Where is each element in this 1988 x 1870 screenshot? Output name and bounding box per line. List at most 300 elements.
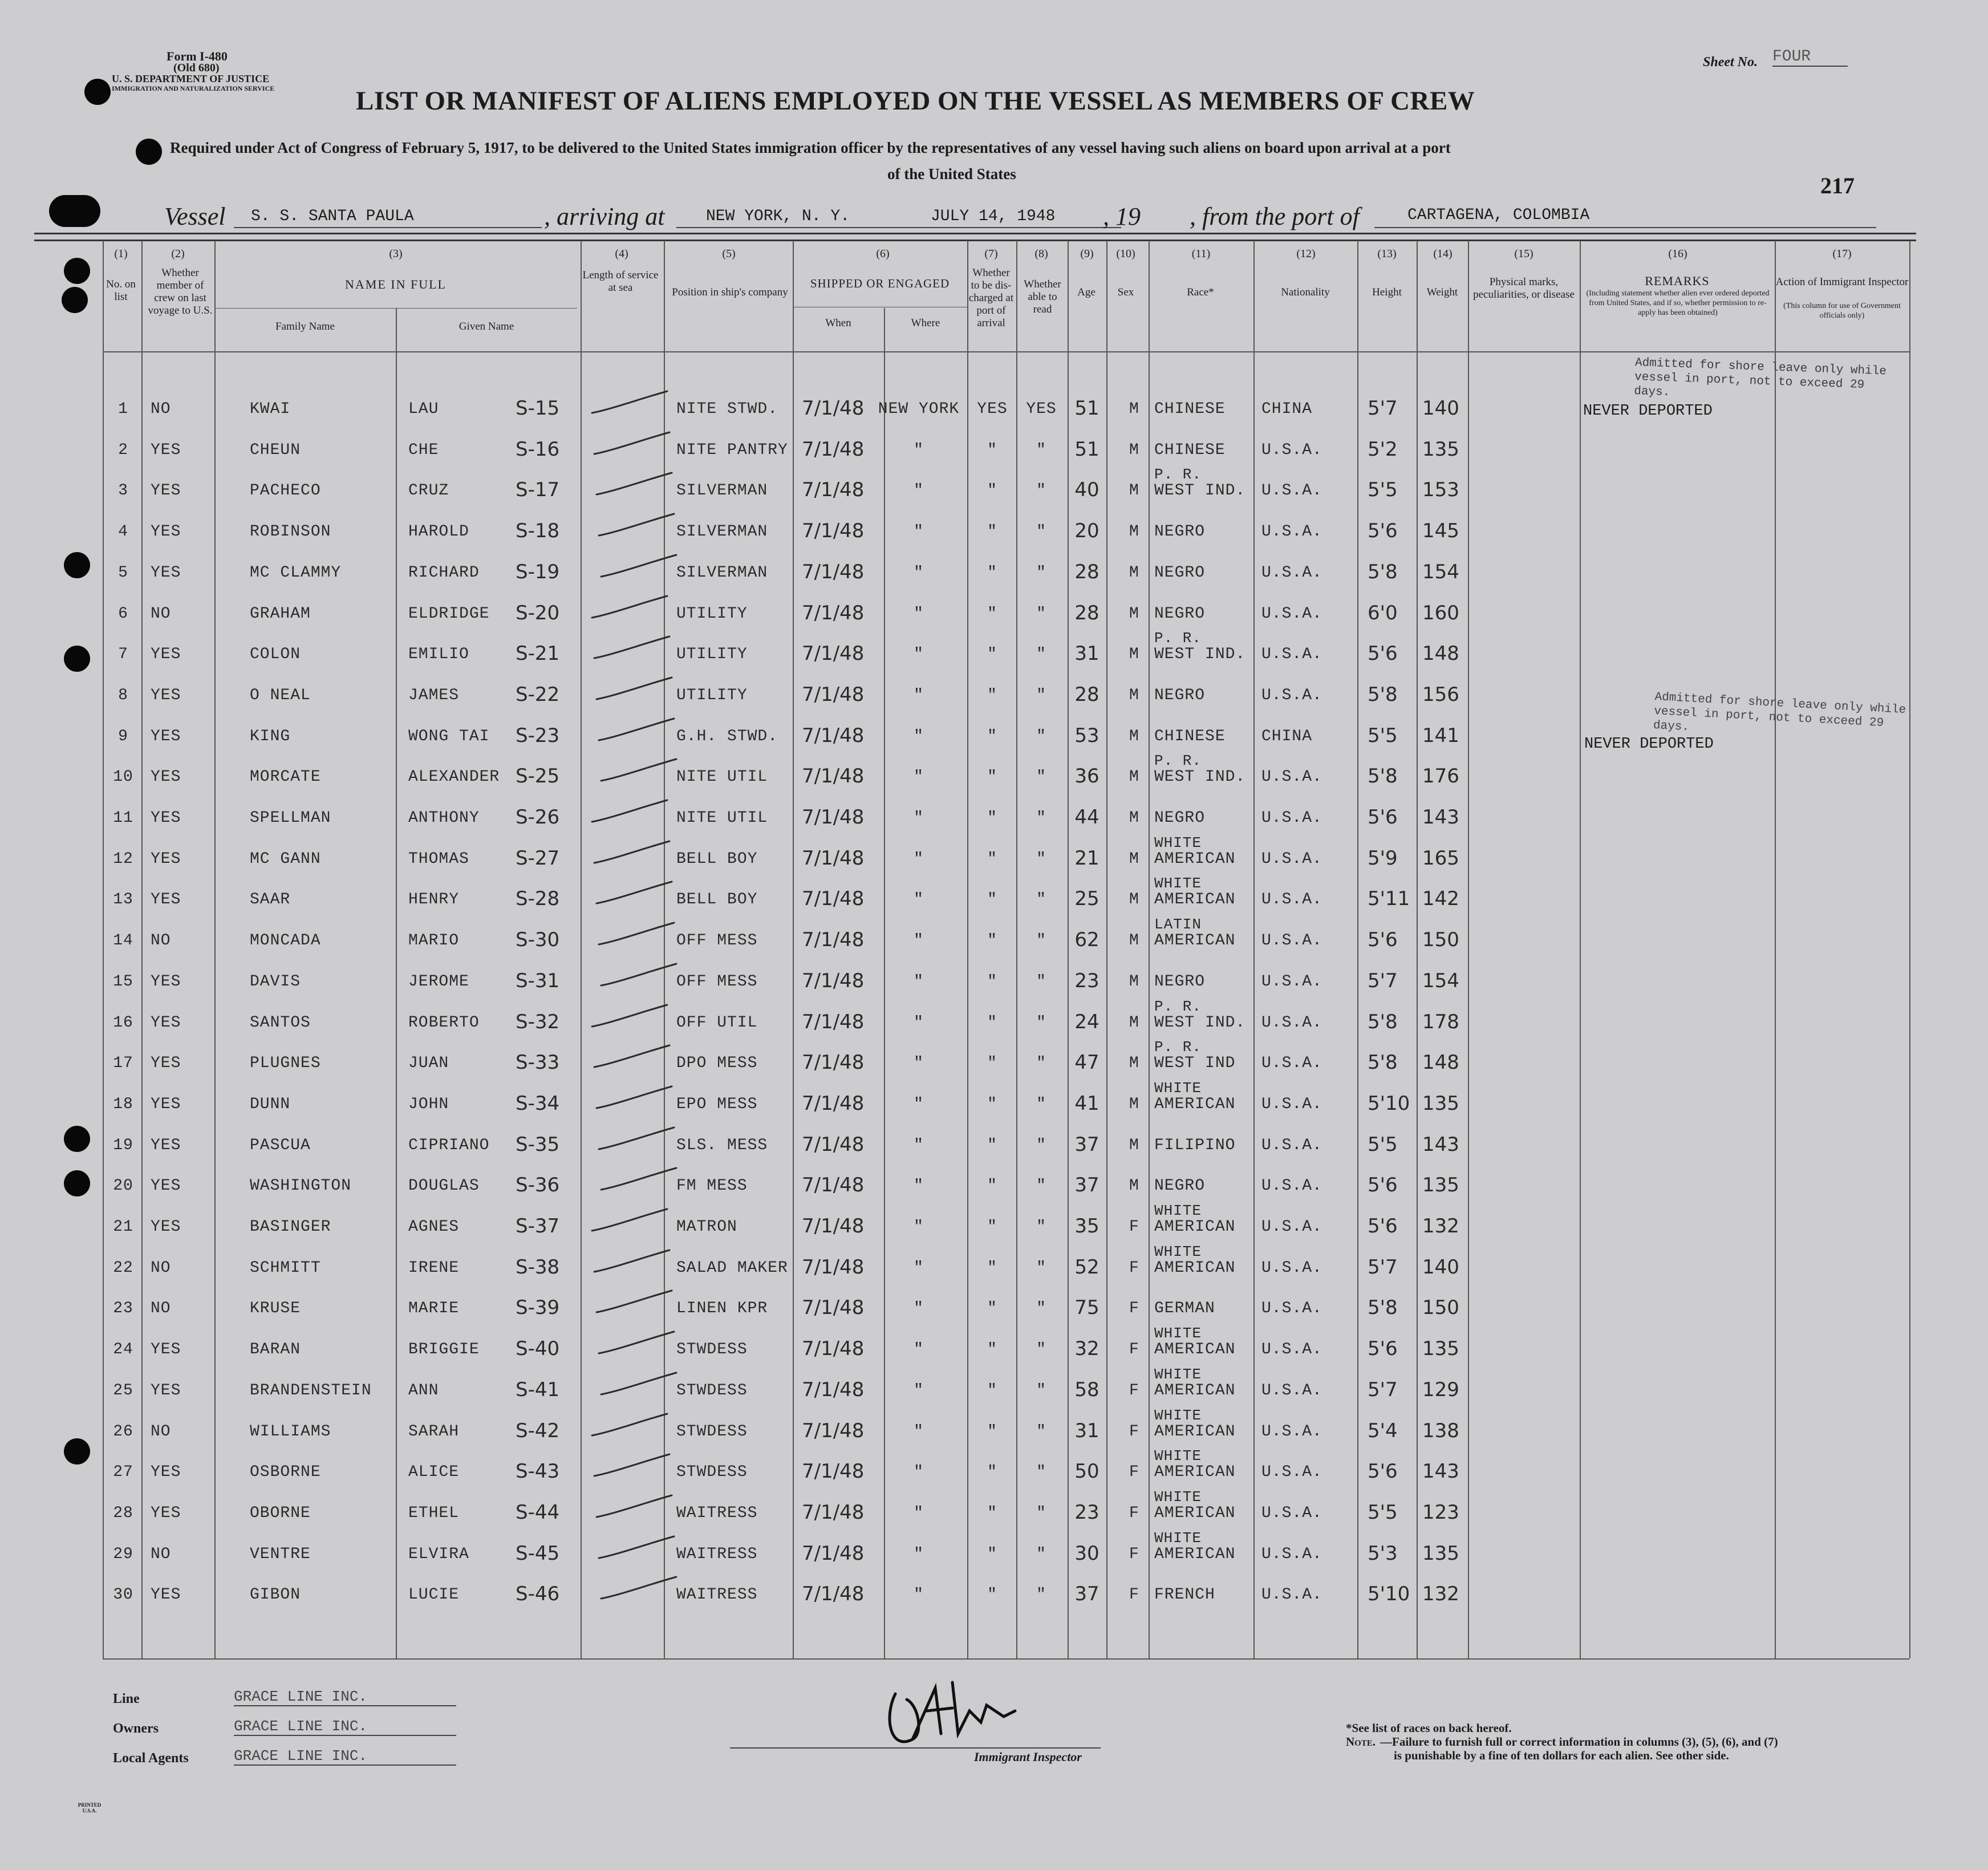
to-be-discharged: " [987, 891, 997, 909]
race: WEST IND. [1154, 768, 1246, 786]
age: 51 [1074, 437, 1100, 461]
service-tick-mark [597, 550, 682, 585]
vessel-name: S. S. SANTA PAULA [251, 208, 414, 225]
able-to-read: " [1036, 1218, 1046, 1236]
height: 5'6 [1368, 520, 1398, 543]
service-name: IMMIGRATION AND NATURALIZATION SERVICE [112, 84, 275, 92]
height: 5'5 [1368, 1500, 1398, 1524]
able-to-read: " [1036, 523, 1046, 541]
age: 75 [1074, 1296, 1100, 1320]
shipped-place: " [914, 809, 924, 827]
nationality: U.S.A. [1261, 605, 1322, 623]
to-be-discharged: " [987, 523, 997, 541]
member-last-voyage: NO [151, 1422, 171, 1441]
sex: F [1129, 1504, 1139, 1522]
sex: F [1129, 1300, 1139, 1318]
family-name: SANTOS [250, 1013, 311, 1032]
crew-code: S-19 [516, 560, 560, 583]
table-rule [214, 241, 216, 1658]
row-number: 30 [113, 1586, 133, 1604]
ship-position: NITE UTIL [676, 809, 768, 827]
height: 5'11 [1368, 887, 1410, 911]
crew-code: S-46 [516, 1583, 560, 1606]
service-tick-mark [594, 509, 680, 543]
to-be-discharged: " [987, 686, 997, 704]
able-to-read: " [1036, 441, 1046, 459]
shipped-place: " [914, 605, 924, 623]
height: 5'3 [1368, 1542, 1398, 1565]
shipped-place: " [914, 1095, 924, 1113]
vessel-label: Vessel [164, 202, 226, 230]
service-tick-mark [587, 1204, 673, 1239]
header-when: When [825, 317, 851, 329]
page-subtitle-cont: of the United States [887, 165, 1016, 182]
race: NEGRO [1154, 809, 1206, 827]
to-be-discharged: " [987, 1463, 997, 1482]
header-where: Where [911, 317, 940, 329]
nationality: U.S.A. [1261, 891, 1322, 909]
crew-code: S-20 [516, 601, 560, 624]
age: 41 [1074, 1092, 1100, 1115]
race: AMERICAN [1154, 1504, 1236, 1522]
ship-position: FM MESS [676, 1177, 748, 1195]
crew-code: S-32 [516, 1010, 560, 1033]
able-to-read: " [1036, 646, 1046, 664]
shipped-date: 7/1/48 [802, 1051, 865, 1074]
shipped-date: 7/1/48 [802, 1378, 865, 1401]
printed-mark: PRINTED U.S.A. [78, 1802, 102, 1814]
header-shipped: SHIPPED OR ENGAGED [810, 277, 950, 290]
member-last-voyage: YES [151, 768, 181, 786]
age: 40 [1074, 478, 1100, 502]
agents-value: GRACE LINE INC. [234, 1747, 456, 1766]
ship-position: WAITRESS [676, 1586, 758, 1604]
age: 37 [1074, 1133, 1100, 1156]
member-last-voyage: YES [151, 523, 181, 541]
sex: M [1129, 1177, 1139, 1195]
member-last-voyage: YES [151, 1504, 181, 1522]
shipped-place: " [914, 1422, 924, 1441]
shipped-date: 7/1/48 [802, 928, 865, 952]
race: AMERICAN [1154, 1341, 1236, 1359]
given-name: HENRY [408, 891, 460, 909]
ship-position: NITE UTIL [676, 768, 768, 786]
ship-position: UTILITY [676, 686, 748, 704]
height: 6'0 [1368, 601, 1398, 624]
family-name: KWAI [250, 400, 291, 418]
page-stamp-number: 217 [1820, 173, 1855, 198]
service-tick-mark [597, 1163, 682, 1198]
given-name: MARIO [408, 932, 460, 950]
to-be-discharged: " [987, 1218, 997, 1236]
sex: F [1129, 1218, 1139, 1236]
given-name: HAROLD [408, 523, 469, 541]
height: 5'9 [1368, 846, 1398, 870]
ship-position: SALAD MAKER [676, 1259, 788, 1277]
table-rule [1106, 241, 1107, 1658]
crew-code: S-34 [516, 1092, 560, 1115]
sex: M [1129, 646, 1139, 664]
sheet-label: Sheet No. [1703, 55, 1758, 70]
header-position: Position in ship's company [672, 286, 788, 298]
family-name: SPELLMAN [250, 809, 331, 827]
to-be-discharged: " [987, 850, 997, 868]
to-be-discharged: " [987, 932, 997, 950]
sex: M [1129, 1054, 1139, 1073]
age: 50 [1074, 1460, 1100, 1483]
race-prefix: WHITE [1154, 1202, 1202, 1219]
sex: F [1129, 1463, 1139, 1482]
able-to-read: " [1036, 850, 1046, 868]
nationality: U.S.A. [1261, 563, 1322, 582]
age: 20 [1074, 520, 1100, 543]
height: 5'7 [1368, 1378, 1398, 1401]
sex: M [1129, 686, 1139, 704]
to-be-discharged: " [987, 1586, 997, 1604]
member-last-voyage: YES [151, 482, 181, 500]
able-to-read: " [1036, 1504, 1046, 1522]
given-name: THOMAS [408, 850, 469, 868]
age: 30 [1074, 1542, 1100, 1565]
able-to-read: " [1036, 1095, 1046, 1113]
given-name: LUCIE [408, 1586, 460, 1604]
table-rule [1149, 241, 1150, 1658]
nationality: U.S.A. [1261, 1341, 1322, 1359]
ship-position: SILVERMAN [676, 523, 768, 541]
row-number: 14 [113, 932, 133, 950]
crew-code: S-33 [516, 1051, 560, 1074]
agents-label: Local Agents [113, 1751, 189, 1766]
ship-position: BELL BOY [676, 891, 758, 909]
given-name: DOUGLAS [408, 1177, 480, 1195]
weight: 153 [1422, 478, 1459, 502]
shipped-date: 7/1/48 [802, 642, 865, 666]
member-last-voyage: NO [151, 605, 171, 623]
line-label: Line [113, 1691, 140, 1706]
row-number: 11 [113, 809, 133, 827]
family-name: OBORNE [250, 1504, 311, 1522]
race-prefix: WHITE [1154, 1529, 1202, 1547]
shipped-date: 7/1/48 [802, 1583, 865, 1606]
service-tick-mark [590, 1450, 675, 1484]
race: NEGRO [1154, 605, 1206, 623]
row-number: 8 [118, 686, 128, 704]
height: 5'6 [1368, 1460, 1398, 1483]
race: AMERICAN [1154, 1381, 1236, 1400]
to-be-discharged: " [987, 646, 997, 664]
row-number: 24 [113, 1341, 133, 1359]
to-be-discharged: YES [977, 400, 1008, 418]
form-old-number: (Old 680) [173, 62, 220, 74]
height: 5'10 [1368, 1092, 1410, 1115]
ship-position: STWDESS [676, 1422, 748, 1441]
height: 5'5 [1368, 724, 1398, 747]
to-be-discharged: " [987, 1054, 997, 1073]
sex: F [1129, 1341, 1139, 1359]
row-number: 3 [118, 482, 128, 500]
nationality: U.S.A. [1261, 768, 1322, 786]
service-tick-mark [590, 428, 675, 462]
shipped-place: " [914, 563, 924, 582]
shipped-date: 7/1/48 [802, 397, 865, 420]
age: 47 [1074, 1051, 1100, 1074]
ship-position: SILVERMAN [676, 563, 768, 582]
service-tick-mark [597, 959, 682, 993]
column-number: (17) [1832, 248, 1852, 260]
service-tick-mark [590, 1246, 675, 1280]
height: 5'8 [1368, 765, 1398, 788]
ship-position: NITE PANTRY [676, 441, 788, 459]
page-subtitle: Required under Act of Congress of February 5, 1917, to be delivered to the United States immigration officer by the representatives of any vessel having such aliens on board upon arrival at a port [170, 139, 1451, 156]
age: 58 [1074, 1378, 1100, 1401]
member-last-voyage: YES [151, 850, 181, 868]
sex: F [1129, 1381, 1139, 1400]
member-last-voyage: YES [151, 972, 181, 991]
able-to-read: " [1036, 1463, 1046, 1482]
nationality: U.S.A. [1261, 1463, 1322, 1482]
able-to-read: " [1036, 727, 1046, 745]
shipped-place: " [914, 1381, 924, 1400]
sex: M [1129, 441, 1139, 459]
weight: 145 [1422, 520, 1459, 543]
crew-code: S-17 [516, 478, 560, 502]
to-be-discharged: " [987, 727, 997, 745]
row-number: 15 [113, 972, 133, 991]
family-name: PLUGNES [250, 1054, 321, 1073]
given-name: ALICE [408, 1463, 460, 1482]
family-name: VENTRE [250, 1545, 311, 1563]
crew-code: S-38 [516, 1255, 560, 1279]
crew-code: S-31 [516, 969, 560, 992]
nationality: U.S.A. [1261, 1504, 1322, 1522]
shipped-date: 7/1/48 [802, 560, 865, 583]
shipped-date: 7/1/48 [802, 1133, 865, 1156]
ship-position: STWDESS [676, 1463, 748, 1482]
weight: 135 [1422, 1092, 1459, 1115]
shipped-place: " [914, 1054, 924, 1073]
weight: 148 [1422, 1051, 1459, 1074]
race: FRENCH [1154, 1586, 1215, 1604]
given-name: ALEXANDER [408, 768, 500, 786]
sex: M [1129, 1095, 1139, 1113]
service-tick-mark [587, 387, 673, 421]
header-given-name: Given Name [459, 321, 514, 332]
age: 53 [1074, 724, 1100, 747]
page-title: LIST OR MANIFEST OF ALIENS EMPLOYED ON THE VESSEL AS MEMBERS OF CREW [356, 86, 1475, 116]
race-prefix: P. R. [1154, 630, 1202, 647]
table-rule [1909, 241, 1910, 1658]
height: 5'6 [1368, 1337, 1398, 1361]
weight: 129 [1422, 1378, 1459, 1401]
row-number: 10 [113, 768, 133, 786]
nationality: U.S.A. [1261, 1300, 1322, 1318]
crew-code: S-43 [516, 1460, 560, 1483]
shipped-place: " [914, 1259, 924, 1277]
to-be-discharged: " [987, 1381, 997, 1400]
able-to-read: " [1036, 1259, 1046, 1277]
header-family-name: Family Name [275, 321, 335, 332]
weight: 176 [1422, 765, 1459, 788]
age: 31 [1074, 1419, 1100, 1442]
weight: 150 [1422, 928, 1459, 952]
to-be-discharged: " [987, 1504, 997, 1522]
race: NEGRO [1154, 972, 1206, 991]
able-to-read: " [1036, 686, 1046, 704]
member-last-voyage: YES [151, 1177, 181, 1195]
able-to-read: " [1036, 932, 1046, 950]
crew-code: S-26 [516, 806, 560, 829]
row-number: 25 [113, 1381, 133, 1400]
family-name: GIBON [250, 1586, 301, 1604]
shipped-date: 7/1/48 [802, 1092, 865, 1115]
race: WEST IND. [1154, 646, 1246, 664]
crew-code: S-40 [516, 1337, 560, 1361]
service-tick-mark [592, 468, 677, 502]
header-sex: Sex [1117, 286, 1134, 298]
header-no-on-list: No. on list [106, 278, 136, 303]
given-name: JEROME [408, 972, 469, 991]
table-rule [396, 308, 397, 1658]
height: 5'6 [1368, 1174, 1398, 1197]
crew-code: S-35 [516, 1133, 560, 1156]
service-tick-mark [597, 1368, 682, 1402]
row-number: 22 [113, 1259, 133, 1277]
service-tick-mark [594, 1123, 680, 1157]
shipped-date: 7/1/48 [802, 1337, 865, 1361]
header-nationality: Nationality [1281, 286, 1330, 298]
family-name: OSBORNE [250, 1463, 321, 1482]
shipped-date: 7/1/48 [802, 1010, 865, 1033]
crew-code: S-39 [516, 1296, 560, 1320]
race-prefix: WHITE [1154, 1406, 1202, 1424]
weight: 140 [1422, 397, 1459, 420]
header-able-read: Whether able to read [1024, 278, 1061, 315]
family-name: COLON [250, 646, 301, 664]
race-prefix: LATIN [1154, 916, 1202, 934]
sex: M [1129, 891, 1139, 909]
given-name: LAU [408, 400, 439, 418]
nationality: U.S.A. [1261, 1586, 1322, 1604]
to-be-discharged: " [987, 1095, 997, 1113]
race: CHINESE [1154, 441, 1226, 459]
member-last-voyage: NO [151, 400, 171, 418]
to-be-discharged: " [987, 1177, 997, 1195]
weight: 148 [1422, 642, 1459, 666]
shipped-date: 7/1/48 [802, 765, 865, 788]
races-note: *See list of races on back hereof. [1346, 1721, 1512, 1735]
fine-note: —Failure to furnish full or correct information in columns (3), (5), (6), and (7) [1380, 1735, 1778, 1749]
header-race: Race* [1187, 286, 1214, 298]
nationality: U.S.A. [1261, 1054, 1322, 1073]
able-to-read: " [1036, 563, 1046, 582]
arrival-port: NEW YORK, N. Y. [706, 208, 850, 225]
owners-label: Owners [113, 1721, 159, 1736]
shore-leave-stamp: Admitted for shore leave only while vessel in port, not to exceed 29 days. [1653, 691, 1906, 735]
given-name: ANTHONY [408, 809, 480, 827]
given-name: MARIE [408, 1300, 460, 1318]
able-to-read: " [1036, 1300, 1046, 1318]
ship-position: DPO MESS [676, 1054, 758, 1073]
given-name: JUAN [408, 1054, 449, 1073]
weight: 135 [1422, 437, 1459, 461]
fine-note-cont: is punishable by a fine of ten dollars for each alien. See other side. [1394, 1749, 1729, 1762]
able-to-read: " [1036, 1422, 1046, 1441]
row-number: 27 [113, 1463, 133, 1482]
shipped-place: " [914, 891, 924, 909]
service-tick-mark [597, 755, 682, 789]
age: 37 [1074, 1583, 1100, 1606]
race: NEGRO [1154, 523, 1206, 541]
race: WEST IND. [1154, 482, 1246, 500]
header-name-in-full: NAME IN FULL [345, 277, 447, 291]
given-name: ROBERTO [408, 1013, 480, 1032]
height: 5'6 [1368, 928, 1398, 952]
to-be-discharged: " [987, 605, 997, 623]
race: CHINESE [1154, 400, 1226, 418]
shipped-date: 7/1/48 [802, 1174, 865, 1197]
shipped-place: " [914, 1341, 924, 1359]
race: NEGRO [1154, 1177, 1206, 1195]
ship-position: WAITRESS [676, 1545, 758, 1563]
given-name: EMILIO [408, 646, 469, 664]
nationality: U.S.A. [1261, 523, 1322, 541]
weight: 154 [1422, 969, 1459, 992]
member-last-voyage: NO [151, 1545, 171, 1563]
race: NEGRO [1154, 563, 1206, 582]
sex: F [1129, 1545, 1139, 1563]
service-tick-mark [594, 1327, 680, 1361]
race: AMERICAN [1154, 1095, 1236, 1113]
to-be-discharged: " [987, 1300, 997, 1318]
shipped-date: 7/1/48 [802, 478, 865, 502]
race-prefix: WHITE [1154, 1488, 1202, 1506]
sex: F [1129, 1586, 1139, 1604]
ship-position: STWDESS [676, 1341, 748, 1359]
to-be-discharged: " [987, 809, 997, 827]
member-last-voyage: YES [151, 891, 181, 909]
header-discharged: Whether to be dis-charged at port of arrival [968, 267, 1014, 329]
given-name: CIPRIANO [408, 1136, 490, 1154]
table-rule [103, 351, 1909, 352]
header-weight: Weight [1426, 286, 1458, 298]
weight: 135 [1422, 1337, 1459, 1361]
ship-position: STWDESS [676, 1381, 748, 1400]
member-last-voyage: NO [151, 1259, 171, 1277]
never-deported-note: NEVER DEPORTED [1583, 403, 1713, 420]
race-prefix: P. R. [1154, 466, 1202, 484]
age: 24 [1074, 1010, 1100, 1033]
age: 23 [1074, 969, 1100, 992]
family-name: BRANDENSTEIN [250, 1381, 372, 1400]
table-rule [1417, 241, 1418, 1658]
crew-code: S-41 [516, 1378, 560, 1401]
table-rule [1775, 241, 1776, 1658]
crew-code: S-30 [516, 928, 560, 952]
shipped-place: " [914, 482, 924, 500]
member-last-voyage: YES [151, 727, 181, 745]
age: 21 [1074, 846, 1100, 870]
shipped-place: " [914, 850, 924, 868]
row-number: 12 [113, 850, 133, 868]
nationality: U.S.A. [1261, 1095, 1322, 1113]
row-number: 19 [113, 1136, 133, 1154]
table-rule [1580, 241, 1581, 1658]
member-last-voyage: YES [151, 646, 181, 664]
weight: 138 [1422, 1419, 1459, 1442]
column-number: (15) [1514, 248, 1533, 260]
age: 28 [1074, 683, 1100, 706]
header-length-service: Length of service at sea [582, 269, 659, 294]
